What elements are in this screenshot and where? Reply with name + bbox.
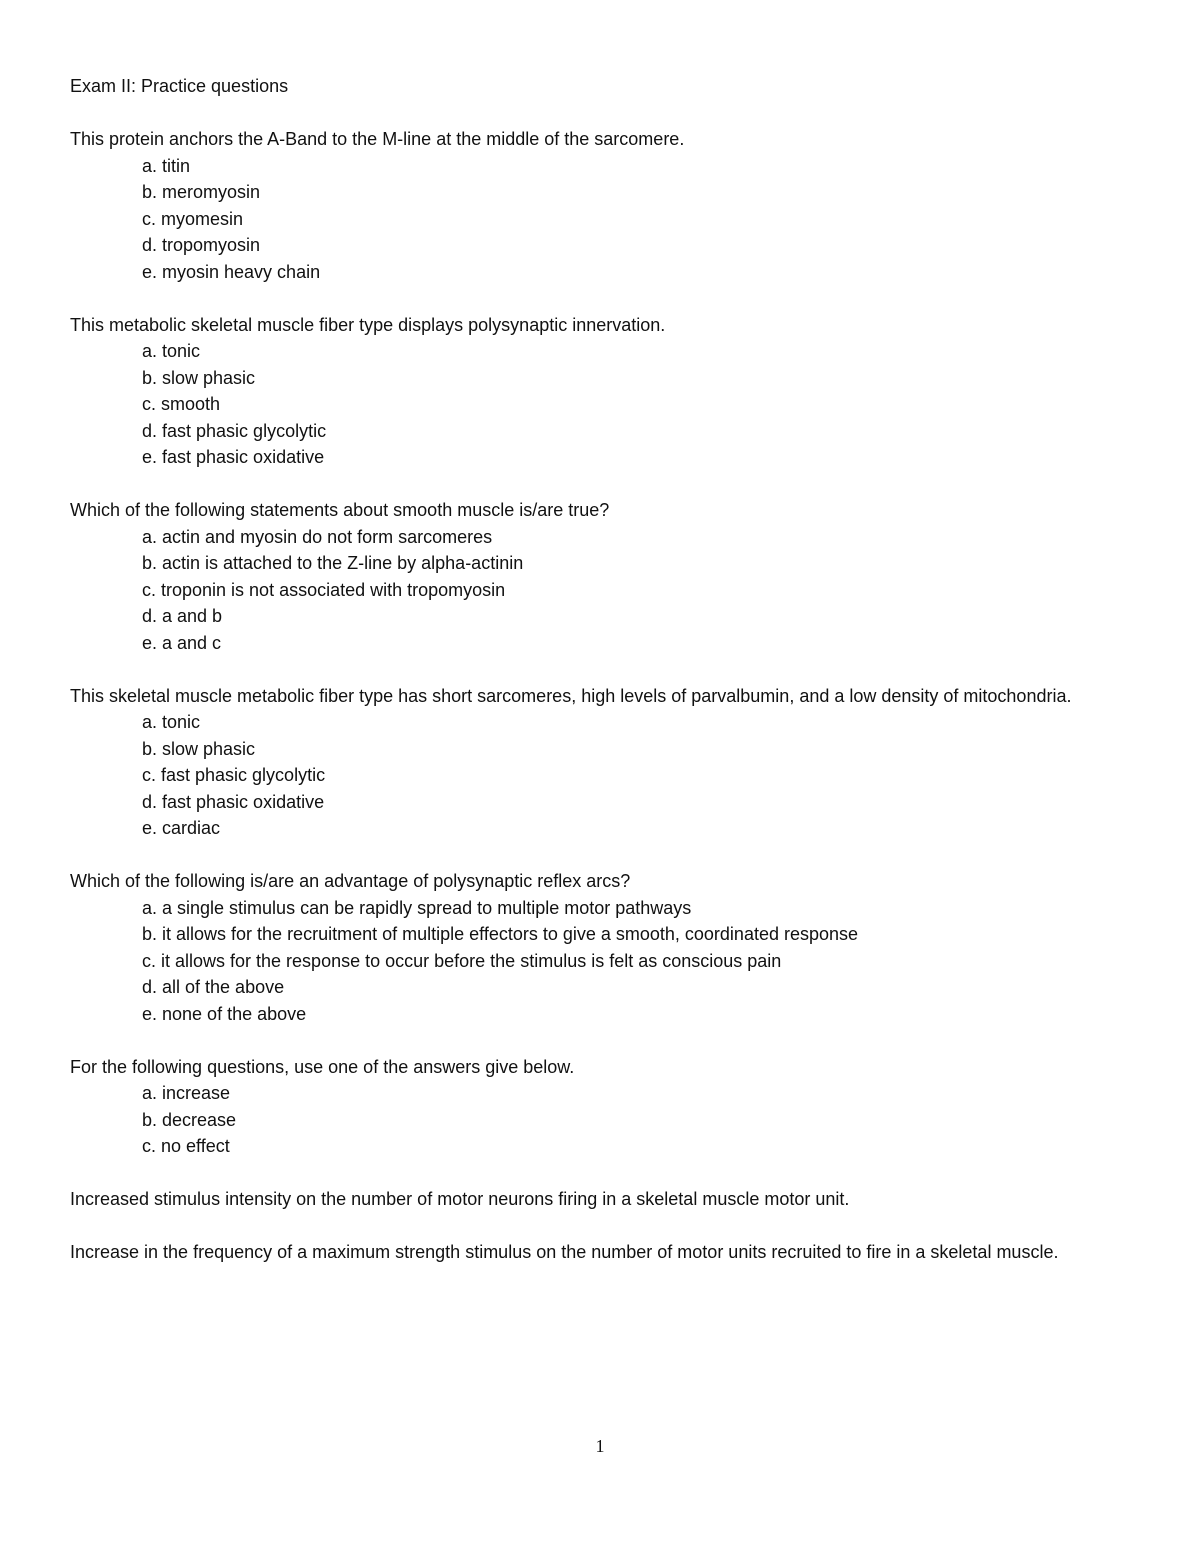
spacer <box>70 842 1130 869</box>
answer-option-b: b. actin is attached to the Z-line by alpha-actinin <box>142 553 524 573</box>
question-4 <box>70 683 1130 842</box>
document-content <box>70 73 1130 1266</box>
answer-options <box>70 153 1130 286</box>
answer-option-e: e. myosin heavy chain <box>142 261 321 282</box>
spacer <box>70 100 1130 127</box>
answer-option-d: d. tropomyosin <box>142 235 261 255</box>
spacer <box>70 471 1130 498</box>
answer-option-d: d. a and b <box>142 606 223 626</box>
answer-option-e: e. none of the above <box>142 1003 307 1024</box>
question-stem: Which of the following is/are an advantage of polysynaptic reflex arcs? <box>70 871 631 891</box>
answer-options <box>70 524 1130 657</box>
answer-option-a: a. a single stimulus can be rapidly spread to multiple motor pathways <box>142 897 692 918</box>
answer-option-b: b. decrease <box>142 1109 237 1130</box>
spacer <box>70 285 1130 312</box>
answer-option-a: a. actin and myosin do not form sarcomeres <box>142 526 493 547</box>
document-title: Exam II: Practice questions <box>70 76 289 96</box>
answer-option-c: c. no effect <box>142 1136 230 1156</box>
answer-option-b: b. slow phasic <box>142 738 256 759</box>
answer-options <box>70 1080 1130 1160</box>
statement-1: Increased stimulus intensity on the number of motor neurons firing in a skeletal muscle motor unit. <box>70 1189 850 1209</box>
answer-option-d: d. all of the above <box>142 977 285 997</box>
question-stem: This metabolic skeletal muscle fiber type displays polysynaptic innervation. <box>70 314 666 335</box>
answer-options <box>70 338 1130 471</box>
answer-option-a: a. tonic <box>142 712 201 732</box>
answer-option-e: e. a and c <box>142 632 222 653</box>
instructions: For the following questions, use one of the answers give below. <box>70 1056 575 1077</box>
answer-option-d: d. fast phasic oxidative <box>142 791 325 812</box>
question-stem: This skeletal muscle metabolic fiber type has short sarcomeres, high levels of parvalbumin, and a low density of mitochondria. <box>70 685 1072 706</box>
question-2 <box>70 312 1130 471</box>
question-3 <box>70 497 1130 656</box>
statement-2: Increase in the frequency of a maximum strength stimulus on the number of motor units recruited to fire in a skeletal muscle. <box>70 1242 1059 1262</box>
answer-option-a: a. increase <box>142 1083 231 1103</box>
answer-option-c: c. it allows for the response to occur before the stimulus is felt as conscious pain <box>142 950 782 971</box>
answer-option-c: c. fast phasic glycolytic <box>142 765 326 785</box>
answer-option-b: b. slow phasic <box>142 367 256 388</box>
answer-option-c: c. myomesin <box>142 208 244 229</box>
answer-option-e: e. cardiac <box>142 818 221 838</box>
question-stem: This protein anchors the A-Band to the M-line at the middle of the sarcomere. <box>70 129 685 149</box>
spacer <box>70 1027 1130 1054</box>
answer-options <box>70 709 1130 842</box>
page-number: 1 <box>595 1436 605 1456</box>
question-5 <box>70 868 1130 1027</box>
answer-option-a: a. tonic <box>142 341 201 361</box>
spacer <box>70 656 1130 683</box>
answer-option-d: d. fast phasic glycolytic <box>142 420 327 441</box>
spacer <box>70 1213 1130 1240</box>
answer-option-c: c. troponin is not associated with tropomyosin <box>142 579 506 600</box>
answer-option-e: e. fast phasic oxidative <box>142 447 325 467</box>
answer-option-b: b. it allows for the recruitment of multiple effectors to give a smooth, coordinated response <box>142 924 859 944</box>
question-stem: Which of the following statements about smooth muscle is/are true? <box>70 500 610 520</box>
answer-options <box>70 895 1130 1028</box>
answer-key-block <box>70 1054 1130 1160</box>
question-1 <box>70 126 1130 285</box>
answer-option-b: b. meromyosin <box>142 182 261 202</box>
answer-option-a: a. titin <box>142 155 191 176</box>
answer-option-c: c. smooth <box>142 394 221 414</box>
spacer <box>70 1160 1130 1187</box>
